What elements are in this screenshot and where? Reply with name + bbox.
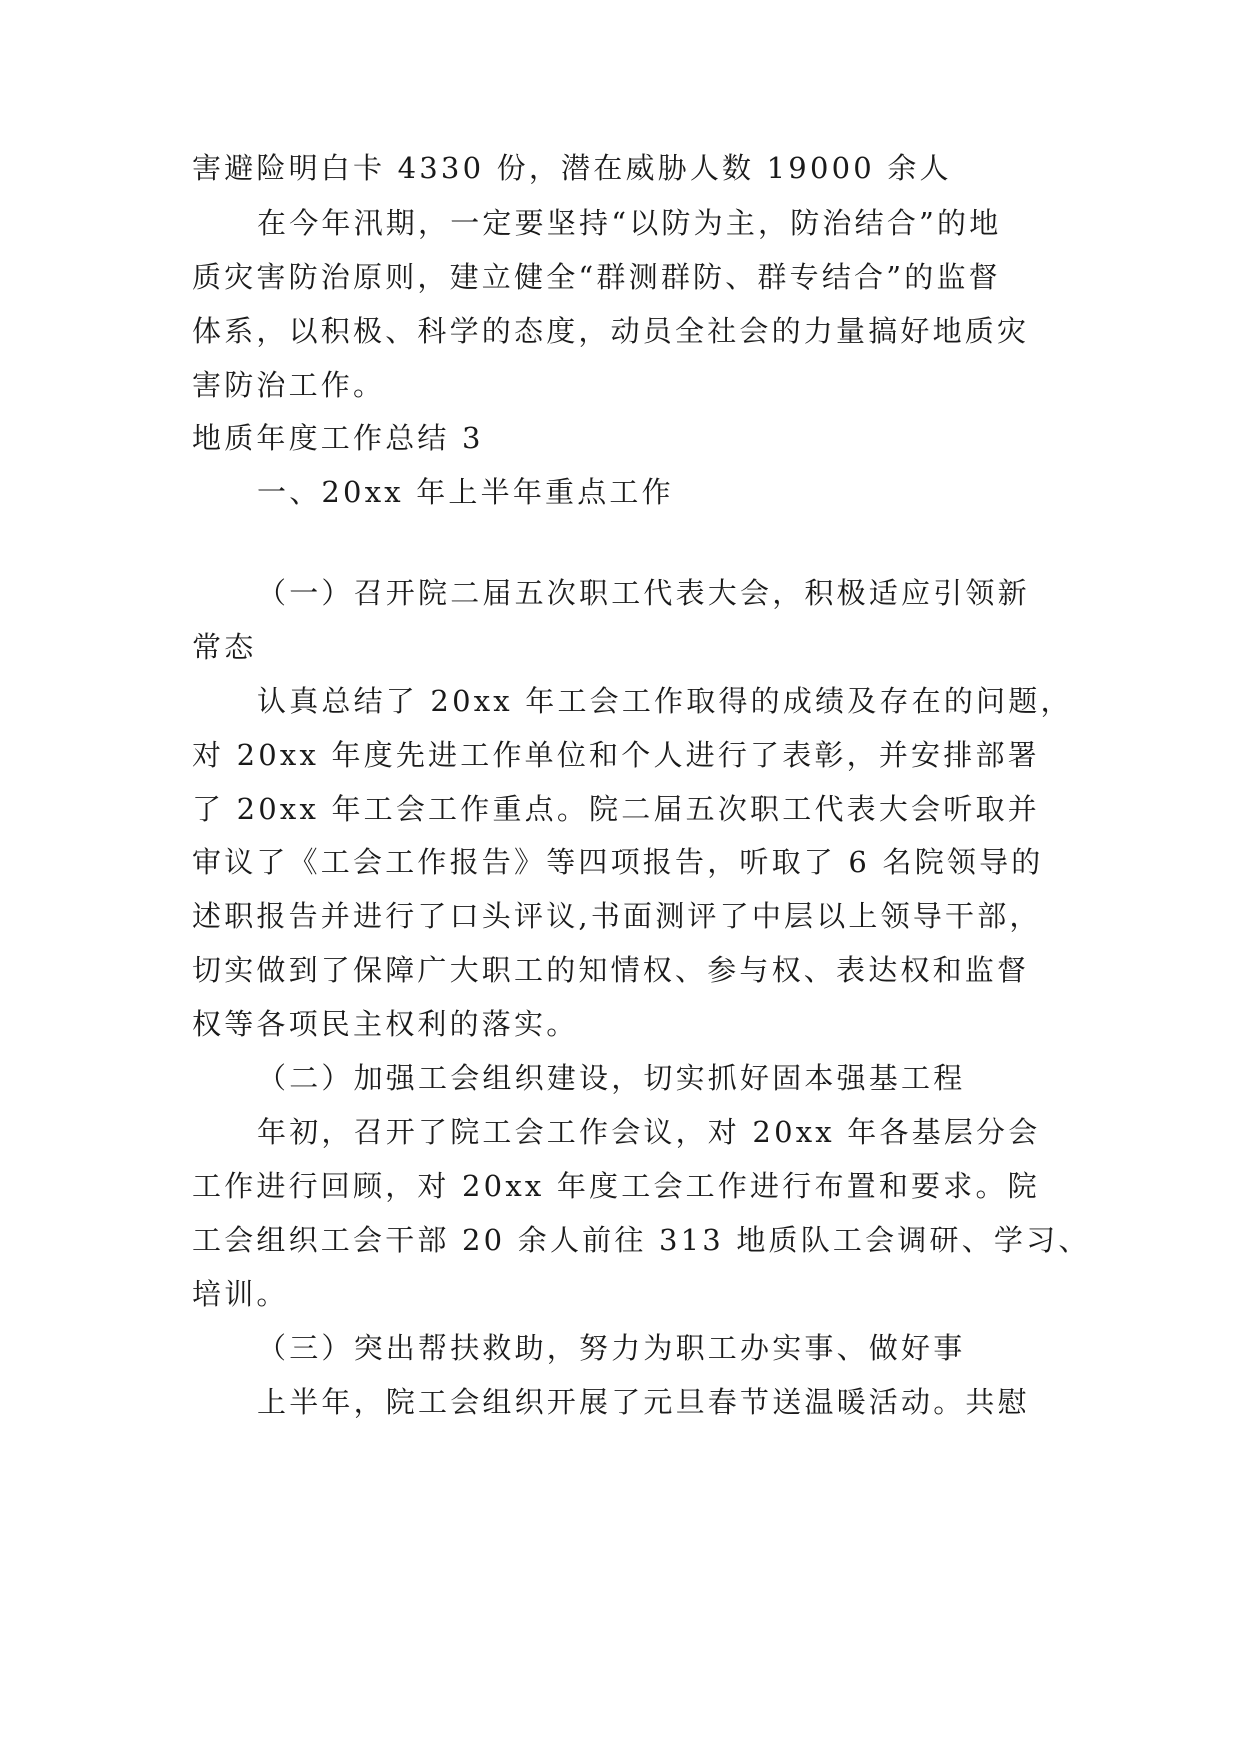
paragraph-line: 害避险明白卡 4330 份，潜在威胁人数 19000 余人 — [192, 151, 952, 185]
paragraph-line: 体系，以积极、科学的态度，动员全社会的力量搞好地质灾 — [192, 314, 1030, 348]
paragraph-line: 述职报告并进行了口头评议,书面测评了中层以上领导干部， — [192, 899, 1042, 933]
paragraph-line: 害防治工作。 — [192, 368, 386, 402]
paragraph-line: 认真总结了 20xx 年工会工作取得的成绩及存在的问题， — [257, 684, 1073, 718]
section-title: 地质年度工作总结 3 — [192, 421, 484, 455]
paragraph-line: 年初，召开了院工会工作会议，对 20xx 年各基层分会 — [257, 1115, 1041, 1149]
paragraph-line: 切实做到了保障广大职工的知情权、参与权、表达权和监督 — [192, 953, 1030, 987]
paragraph-line: 在今年汛期，一定要坚持“以防为主，防治结合”的地 — [257, 206, 1002, 240]
subsection-heading: （二）加强工会组织建设，切实抓好固本强基工程 — [257, 1061, 966, 1095]
paragraph-line: 权等各项民主权利的落实。 — [192, 1007, 579, 1041]
paragraph-line: 上半年，院工会组织开展了元旦春节送温暖活动。共慰 — [257, 1385, 1030, 1419]
paragraph-line: 对 20xx 年度先进工作单位和个人进行了表彰，并安排部署 — [192, 738, 1040, 772]
paragraph-line: 了 20xx 年工会工作重点。院二届五次职工代表大会听取并 — [192, 792, 1040, 826]
subsection-heading: （一）召开院二届五次职工代表大会，积极适应引领新 — [257, 576, 1030, 610]
paragraph-line: 培训。 — [192, 1277, 289, 1311]
subsection-heading-continued: 常态 — [192, 630, 257, 664]
paragraph-line: 质灾害防治原则，建立健全“群测群防、群专结合”的监督 — [192, 260, 1001, 294]
paragraph-line: 工作进行回顾，对 20xx 年度工会工作进行布置和要求。院 — [192, 1169, 1040, 1203]
subsection-heading: （三）突出帮扶救助，努力为职工办实事、做好事 — [257, 1331, 966, 1365]
paragraph-line: 审议了《工会工作报告》等四项报告，听取了 6 名院领导的 — [192, 845, 1044, 879]
paragraph-line: 工会组织工会干部 20 余人前往 313 地质队工会调研、学习、 — [192, 1223, 1091, 1257]
section-heading: 一、20xx 年上半年重点工作 — [257, 475, 674, 509]
